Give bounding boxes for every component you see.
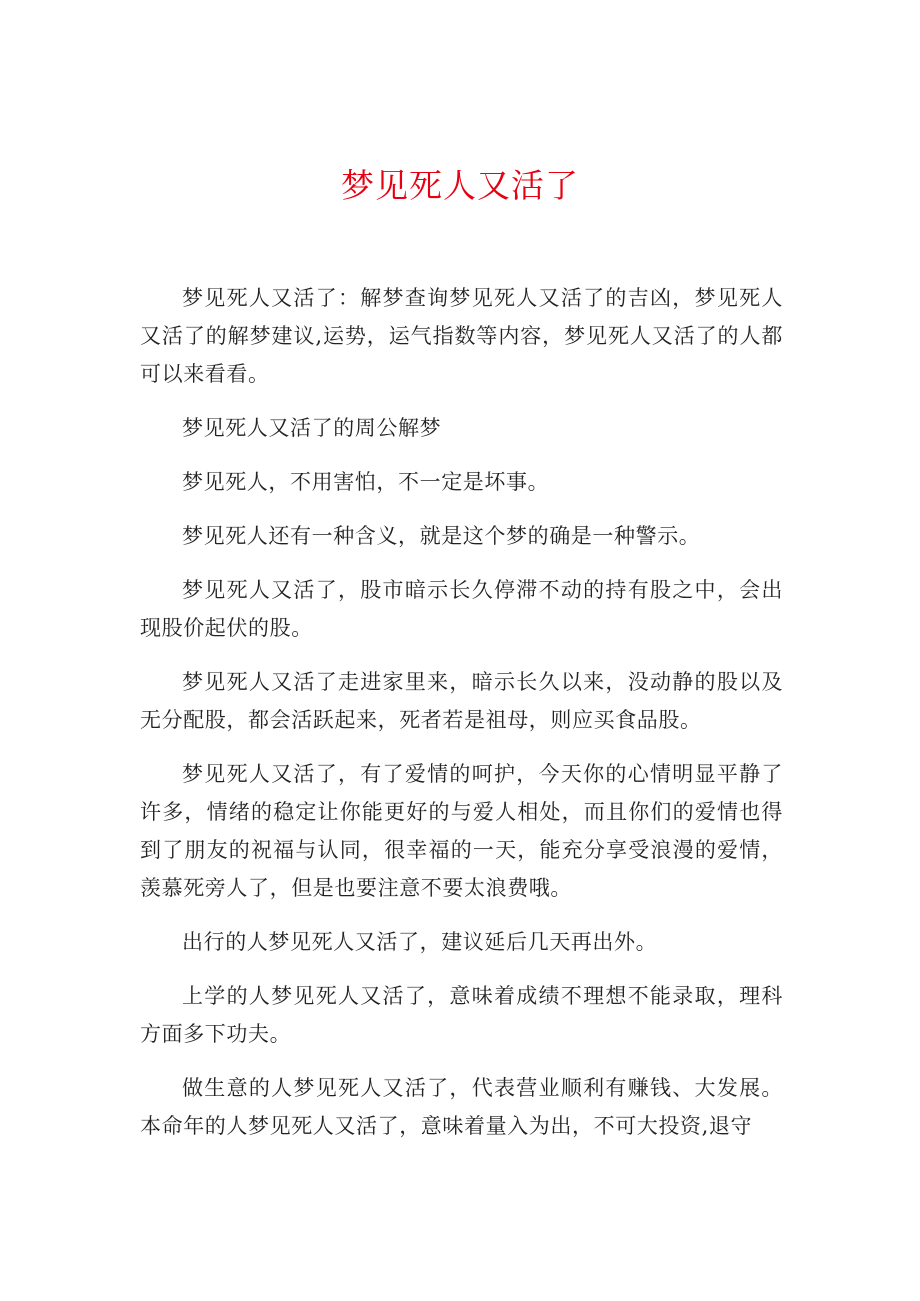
paragraph: 梦见死人又活了走进家里来，暗示长久以来，没动静的股以及无分配股，都会活跃起来，死者若是祖母，则应买食品股。: [140, 670, 783, 732]
paragraph: 梦见死人又活了：解梦查询梦见死人又活了的吉凶，梦见死人又活了的解梦建议,运势，运气指数等内容，梦见死人又活了的人都可以来看看。: [140, 286, 783, 386]
paragraph: 梦见死人又活了，有了爱情的呵护，今天你的心情明显平静了许多，情绪的稳定让你能更好的与爱人相处，而且你们的爱情也得到了朋友的祝福与认同，很幸福的一天，能充分享受浪漫的爱情，羡慕死旁人了，但是也要注意不要太浪费哦。: [140, 762, 783, 900]
paragraph: 梦见死人又活了的周公解梦: [182, 416, 442, 440]
paragraph: 上学的人梦见死人又活了，意味着成绩不理想不能录取，理科方面多下功夫。: [140, 984, 783, 1046]
document-body: [140, 279, 783, 1161]
document-title: 梦见死人又活了: [341, 166, 579, 205]
paragraph: 梦见死人又活了，股市暗示长久停滞不动的持有股之中，会出现股价起伏的股。: [140, 578, 783, 640]
paragraph: 梦见死人，不用害怕，不一定是坏事。: [182, 470, 550, 494]
paragraph: 梦见死人还有一种含义，就是这个梦的确是一种警示。: [182, 524, 701, 548]
paragraph: 出行的人梦见死人又活了，建议延后几天再出外。: [182, 930, 658, 954]
paragraph: 做生意的人梦见死人又活了，代表营业顺利有赚钱、大发展。本命年的人梦见死人又活了，意味着量入为出，不可大投资,退守: [140, 1076, 783, 1138]
